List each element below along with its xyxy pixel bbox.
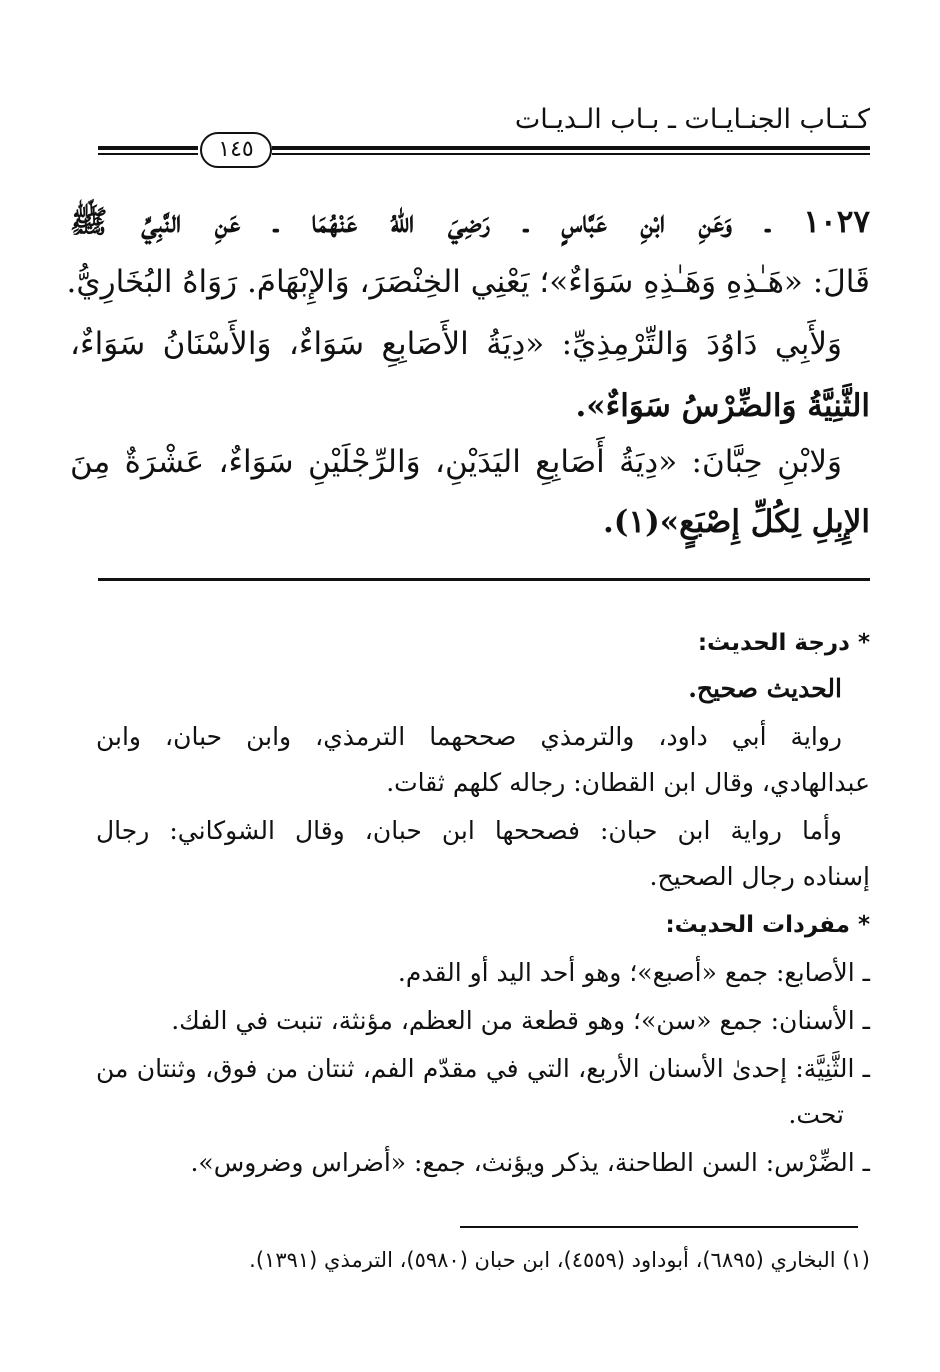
hadith-line-6: الإِبِلِ لِكُلِّ إِصْبَعٍ»(١). — [603, 504, 870, 540]
vocab-heading: * مفردات الحديث: — [665, 912, 870, 938]
header-rule-left — [98, 146, 198, 150]
footnote: (١) البخاري (٦٨٩٥)، أبوداود (٤٥٥٩)، ابن حبان (٥٩٨٠)، الترمذي (١٣٩١). — [249, 1248, 870, 1272]
header-rule-thin — [272, 153, 870, 155]
page-number: ١٤٥ — [200, 132, 272, 168]
vocab-item-molar: ـ الضِّرْس: السن الطاحنة، يذكر ويؤنث، جمع: «أضراس وضروس». — [190, 1148, 870, 1177]
vocab-item-incisor-line1: ـ الثَّنِيَّة: إحدىٰ الأسنان الأربع، التي في مقدّم الفم، ثنتان من فوق، وثنتان من — [96, 1054, 870, 1083]
hadith-line-3: وَلأَبِي دَاوُدَ وَالتِّرْمِذِيِّ: «دِيَةُ الأَصَابِعِ سَوَاءٌ، وَالأَسْنَانُ سَوَاءٌ، — [70, 326, 842, 362]
vocab-item-fingers: ـ الأصابع: جمع «أصبع»؛ وهو أحد اليد أو القدم. — [397, 958, 870, 987]
commentary-p2-line2: إسناده رجال الصحيح. — [649, 862, 870, 891]
commentary-p2-line1: وأما رواية ابن حبان: فصححها ابن حبان، وقال الشوكاني: رجال — [96, 816, 842, 845]
hadith-line-4: الثَّنِيَّةُ وَالضِّرْسُ سَوَاءٌ». — [575, 388, 870, 424]
hadith-line-5: وَلابْنِ حِبَّانَ: «دِيَةُ أَصَابِعِ اليَدَيْنِ، وَالرِّجْلَيْنِ سَوَاءٌ، عَشْرَةٌ مِنَ — [70, 444, 842, 480]
header-rule-left-thin — [98, 153, 198, 155]
vocab-item-teeth: ـ الأسنان: جمع «سن»؛ وهو قطعة من العظم، مؤنثة، تنبت في الفك. — [171, 1006, 870, 1035]
commentary-p1-line2: عبدالهادي، وقال ابن القطان: رجاله كلهم ثقات. — [386, 768, 870, 797]
vocab-item-incisor-line2: تحت. — [788, 1100, 844, 1129]
commentary-p1-line1: رواية أبي داود، والترمذي صححهما الترمذي، وابن حبان، وابن — [96, 722, 842, 751]
hadith-line-2: قَالَ: «هَـٰذِهِ وَهَـٰذِهِ سَوَاءٌ»؛ يَعْنِي الخِنْصَرَ، وَالإِبْهَامَ. رَوَاهُ البُخَارِيُّ. — [66, 264, 870, 300]
header-rule — [272, 146, 870, 150]
section-divider — [98, 578, 870, 581]
running-title: كـتـاب الجنـايـات ـ بـاب الـديـات — [514, 104, 870, 135]
footnote-rule — [460, 1226, 858, 1228]
degree-verdict: الحديث صحيح. — [688, 674, 842, 703]
hadith-line-1: ١٠٢٧ ـ وَعَنِ ابْنِ عَبَّاسٍ ـ رَضِيَ اللهُ عَنْهُمَا ـ عَنِ النَّبِيِّ ﷺ — [70, 204, 870, 240]
degree-heading: * درجة الحديث: — [697, 630, 870, 656]
